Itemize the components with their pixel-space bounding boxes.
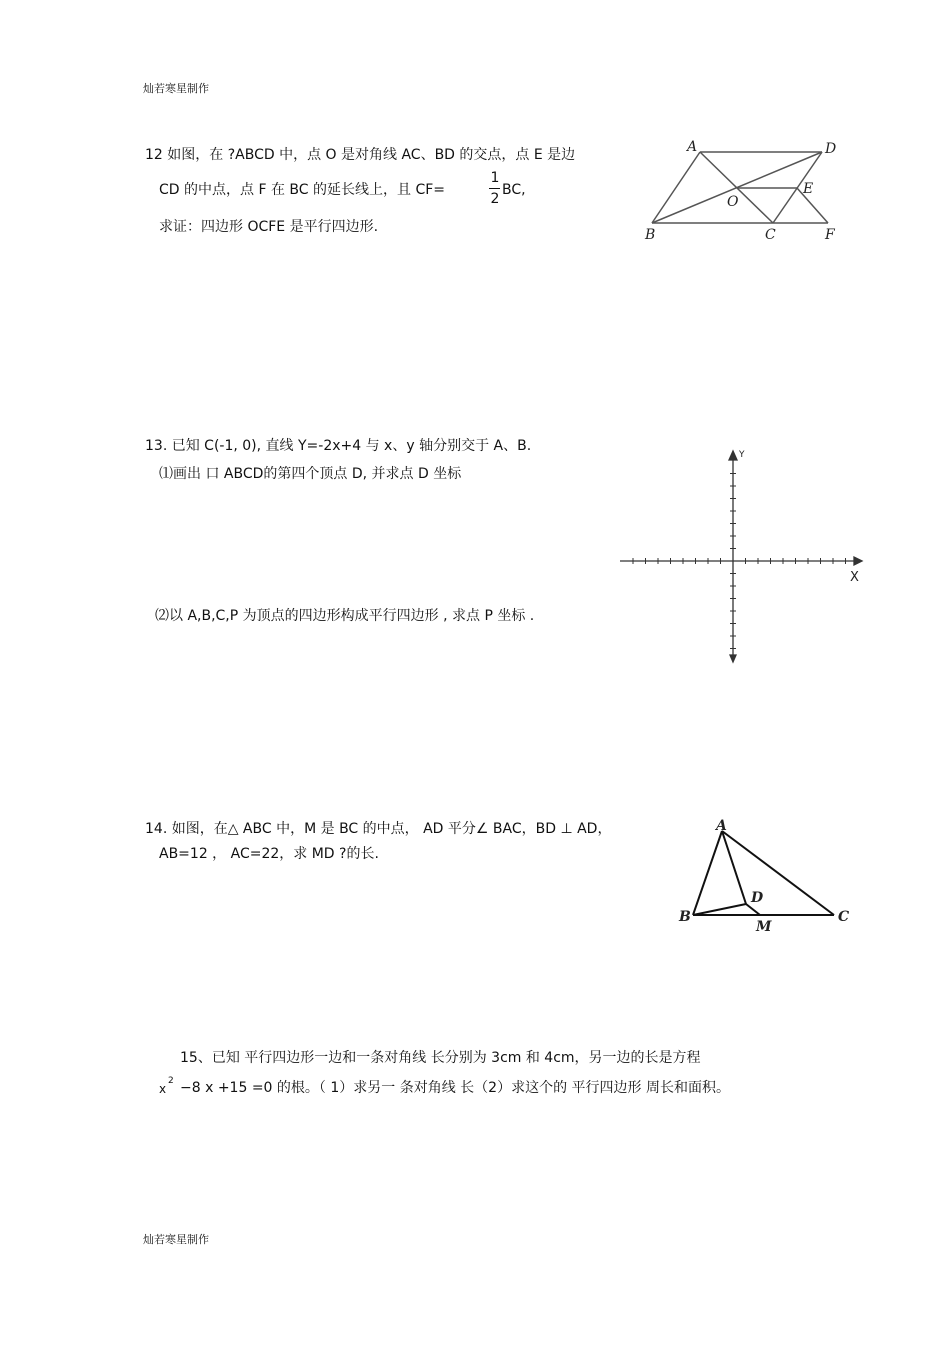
q12-line3: 求证：四边形 OCFE 是平行四边形. [159, 219, 379, 235]
q13-part2: ⑵以 A,B,C,P 为顶点的四边形构成平行四边形 , 求点 P 坐标 . [155, 608, 535, 624]
q15-line1: 15、已知 平行四边形一边和一条对角线 长分别为 3cm 和 4cm，另一边的长是方程 [180, 1050, 701, 1066]
q14-label-c: C [838, 909, 850, 925]
q12-label-a: A [687, 139, 698, 155]
q15-equation-rest: −8 x +15 =0 的根。（ 1）求另一 条对角线 长（2）求这个的 平行四边形 周长和面积。 [180, 1080, 730, 1096]
q15-equation-x: x [159, 1082, 167, 1096]
q12-fraction-denominator: 2 [490, 191, 500, 207]
q12-label-o: O [727, 194, 739, 210]
q13-x-axis-label: X [850, 570, 859, 585]
q14-label-d: D [751, 890, 764, 906]
q12-label-e: E [803, 181, 814, 197]
q14-line2: AB=12 ， AC=22，求 MD ?的长. [159, 846, 379, 862]
q12-label-f: F [825, 227, 835, 243]
q15-equation-exponent: 2 [168, 1076, 174, 1086]
q12-line1: 12 如图，在 ?ABCD 中，点 O 是对角线 AC、BD 的交点，点 E 是边 [145, 147, 576, 163]
q13-line1: 13. 已知 C(-1, 0), 直线 Y=-2x+4 与 x、y 轴分别交于 A、B. [145, 438, 532, 454]
page-header: 灿若寒星制作 [143, 82, 209, 95]
q14-line1: 14. 如图，在△ ABC 中，M 是 BC 的中点， AD 平分∠ BAC，BD ⊥ AD， [145, 821, 612, 837]
q13-y-axis-label: Y [739, 450, 745, 460]
q12-fraction-numerator: 1 [490, 170, 500, 186]
q12-line2-post: BC, [502, 182, 526, 198]
q13-part1: ⑴画出 口 ABCD的第四个顶点 D, 并求点 D 坐标 [159, 466, 462, 482]
q12-label-d: D [825, 141, 837, 157]
q14-label-b: B [679, 909, 691, 925]
q12-line2-pre: CD 的中点，点 F 在 BC 的延长线上，且 CF= [159, 182, 446, 198]
page-footer: 灿若寒星制作 [143, 1233, 209, 1246]
q12-label-c: C [765, 227, 776, 243]
q12-label-b: B [645, 227, 656, 243]
q14-label-a: A [716, 818, 727, 834]
q14-label-m: M [756, 919, 772, 935]
